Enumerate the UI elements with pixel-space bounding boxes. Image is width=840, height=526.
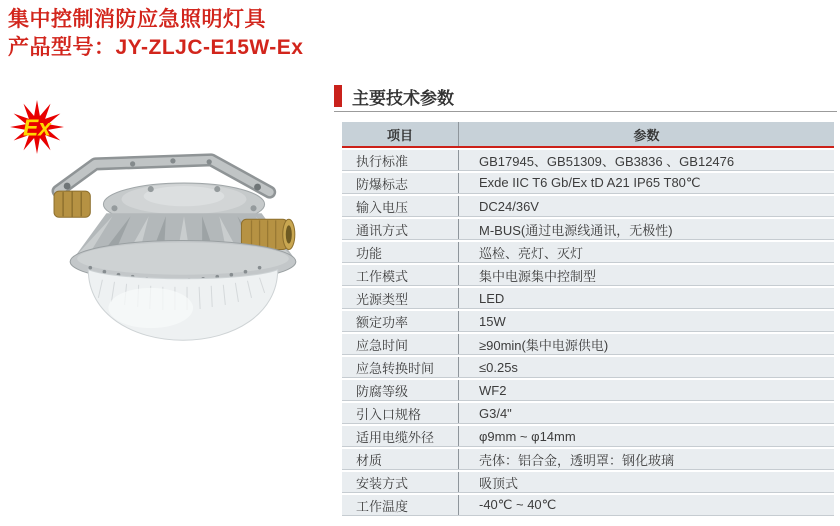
spec-parameter-value: 巡检、亮灯、灭灯 [479,245,584,261]
spec-parameter-value: 15W [479,313,506,329]
table-row [342,311,834,332]
spec-item-label: 工作温度 [342,495,459,515]
spec-parameter-value: GB17945、GB51309、GB3836 、GB12476 [479,153,735,169]
table-row [342,380,834,401]
column-header-parameter: 参数 [633,127,660,143]
table-row [342,219,834,240]
spec-parameter-value: φ9mm ~ φ14mm [479,428,576,444]
spec-parameter-value: 吸顶式 [479,475,519,491]
product-category-title: 集中控制消防应急照明灯具 [8,8,266,31]
spec-parameter-value: DC24/36V [479,198,539,214]
spec-parameter-value: M-BUS(通过电源线通讯，无极性) [479,222,673,238]
table-row [342,242,834,263]
product-model-title: 产品型号：JY-ZLJC-E15W-Ex [8,36,304,59]
spec-item-label: 光源类型 [342,288,459,308]
table-row [342,173,834,194]
spec-item-label: 应急转换时间 [342,357,459,377]
spec-item-label: 防爆标志 [342,173,459,193]
table-row [342,426,834,447]
spec-item-label: 引入口规格 [342,403,459,423]
spec-item-label: 额定功率 [342,311,459,331]
spec-item-label: 功能 [342,242,459,262]
spec-parameter-value: 壳体：铝合金，透明罩：钢化玻璃 [479,452,675,468]
product-photo [50,146,317,344]
spec-item-label: 防腐等级 [342,380,459,400]
title-block [8,6,303,62]
table-row [342,196,834,217]
table-row [342,265,834,286]
spec-table-header [342,122,834,146]
table-row [342,449,834,470]
spec-table [342,122,834,518]
spec-item-label: 执行标准 [342,150,459,170]
table-row [342,472,834,493]
spec-parameter-value: WF2 [479,382,507,398]
header-red-line [342,146,834,148]
spec-item-label: 应急时间 [342,334,459,354]
spec-parameter-value: Exde IIC T6 Gb/Ex tD A21 IP65 T80℃ [479,175,701,190]
section-header [334,84,837,112]
table-row [342,288,834,309]
lamp-image [50,146,317,344]
ex-badge-label: Ex [23,114,51,141]
spec-item-label: 工作模式 [342,265,459,285]
spec-parameter-value: ≤0.25s [479,359,518,375]
spec-parameter-value: 集中电源集中控制型 [479,268,597,284]
spec-item-label: 输入电压 [342,196,459,216]
table-row [342,357,834,378]
spec-parameter-value: ≥90min(集中电源供电) [479,337,609,353]
spec-parameter-value: G3/4" [479,405,512,421]
table-row [342,495,834,516]
spec-item-label: 材质 [342,449,459,469]
spec-parameter-value: LED [479,290,505,306]
spec-item-label: 安装方式 [342,472,459,492]
column-header-item: 项目 [342,122,459,146]
spec-item-label: 通讯方式 [342,219,459,239]
spec-parameter-value: -40℃ ~ 40℃ [479,497,557,512]
section-underline [334,111,837,112]
table-row [342,334,834,355]
red-accent-bar [334,85,342,107]
section-title: 主要技术参数 [352,88,454,108]
spec-item-label: 适用电缆外径 [342,426,459,446]
table-row [342,150,834,171]
table-row [342,403,834,424]
spec-table-body [342,150,834,516]
